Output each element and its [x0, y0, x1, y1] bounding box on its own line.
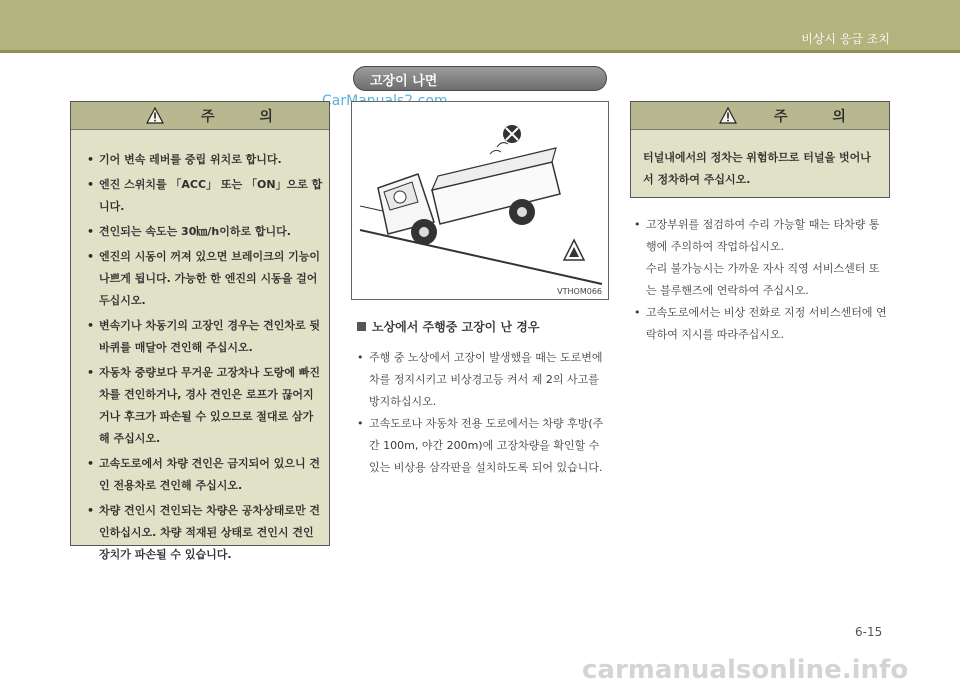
section-title: 고장이 나면 [370, 74, 438, 89]
list-item: • 고속도로나 자동차 전용 도로에서는 차량 후방(주간 100m, 야간 200m)에 고장차량을 확인할 수 있는 비상용 삼각판을 설치하도록 되어 있습니다. [355, 413, 611, 479]
caution-item: • 차량 견인시 견인되는 차량은 공차상태로만 견인하십시오. 차량 적재된 상태로 견인시 견인장치가 파손될 수 있습니다. [85, 500, 323, 566]
truck-illustration [352, 102, 608, 287]
figure-label: VTHOM066 [557, 287, 602, 296]
site-watermark: carmanualsonline.info [582, 655, 909, 685]
page-number: 6-15 [855, 625, 883, 639]
caution-text: 터널내에서의 정차는 위험하므로 터널을 벗어나서 정차하여 주십시오. [643, 151, 871, 186]
warning-triangle-icon [719, 107, 737, 124]
square-bullet-icon [357, 322, 366, 331]
repair-instructions [632, 214, 890, 346]
caution-item: • 견인되는 속도는 30㎞/h이하로 합니다. [85, 221, 323, 243]
caution-item: • 고속도로에서 차량 견인은 금지되어 있으니 견인 전용차로 견인해 주십시오. [85, 453, 323, 497]
caution-header [631, 102, 889, 130]
list-item [632, 214, 890, 302]
warning-triangle-icon [146, 107, 164, 124]
section-title-pill [353, 66, 607, 91]
list-item-text: 고장부위를 점검하여 수리 가능할 때는 타차량 통행에 주의하여 작업하십시오. [646, 218, 880, 253]
chapter-title: 비상시 응급 조치 [801, 32, 890, 46]
caution-title: 주 의 [774, 109, 866, 125]
list-item: • 고속도로에서는 비상 전화로 지정 서비스센터에 연락하여 지시를 따라주십시오. [632, 302, 890, 346]
roadside-instructions [355, 347, 611, 479]
caution-item: • 자동차 중량보다 무거운 고장차나 도랑에 빠진 차를 견인하거나, 경사 견인은 로프가 끊어지거나 후크가 파손될 수 있으므로 절대로 삼가해 주십시오. [85, 362, 323, 450]
header-rule [0, 50, 960, 53]
list-item-subtext: 수리 불가능시는 가까운 자사 직영 서비스센터 또는 블루핸즈에 연락하여 주십시오. [646, 262, 880, 297]
caution-header [71, 102, 329, 130]
breakdown-illustration [351, 101, 609, 300]
subsection-title: 노상에서 주행중 고장이 난 경우 [372, 320, 540, 334]
caution-title: 주 의 [201, 109, 293, 125]
caution-item: • 엔진의 시동이 꺼져 있으면 브레이크의 기능이 나쁘게 됩니다. 가능한 한 엔진의 시동을 걸어 두십시오. [85, 246, 323, 312]
caution-list [85, 149, 323, 569]
caution-box-left [70, 101, 330, 561]
list-item: • 주행 중 노상에서 고장이 발생했을 때는 도로변에 차를 정지시키고 비상경고등 켜서 제 2의 사고를 방지하십시오. [355, 347, 611, 413]
caution-item: • 변속기나 차동기의 고장인 경우는 견인차로 뒷 바퀴를 매달아 견인해 주십시오. [85, 315, 323, 359]
caution-box-right [630, 101, 890, 198]
caution-item: • 기어 변속 레버를 중립 위치로 합니다. [85, 149, 323, 171]
subsection-heading [357, 318, 539, 335]
caution-item: • 엔진 스위치를 「ACC」 또는 「ON」으로 합니다. [85, 174, 323, 218]
